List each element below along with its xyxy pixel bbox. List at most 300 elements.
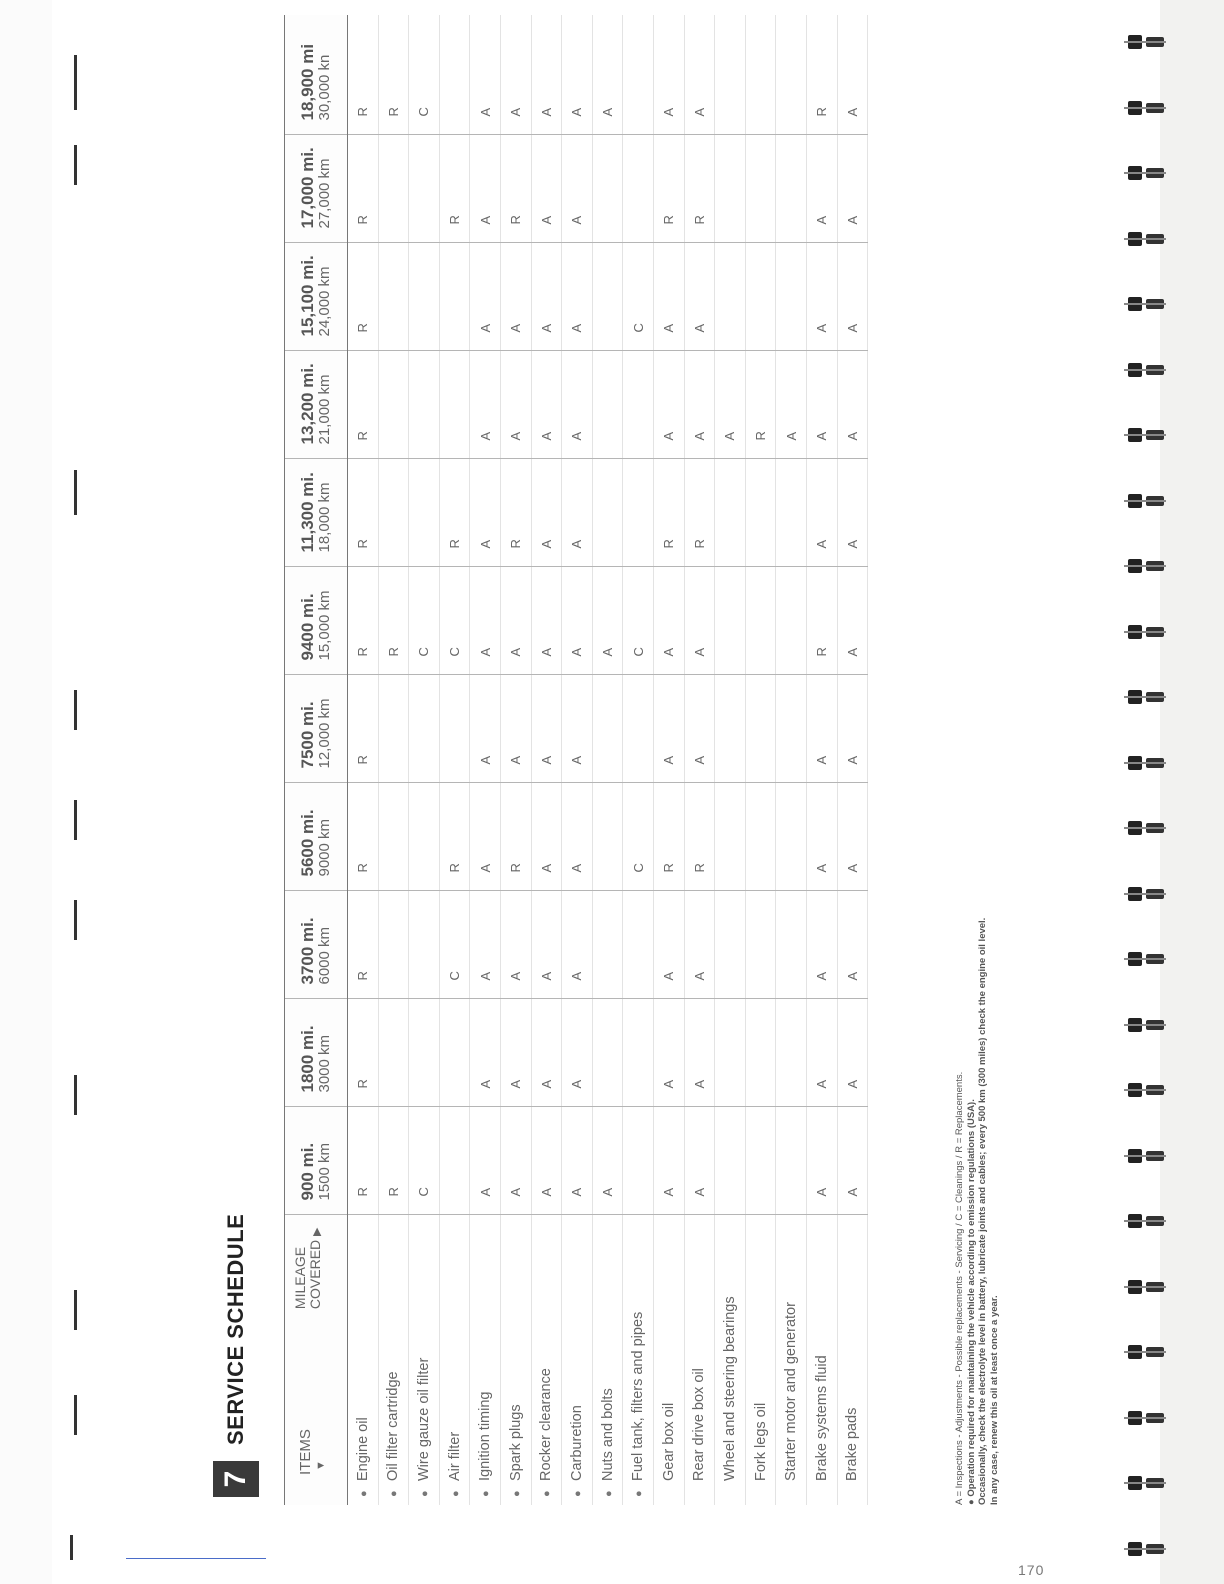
schedule-cell [378,459,409,567]
schedule-cell [409,351,440,459]
scan-mark [74,1395,77,1435]
column-km: 3000 km [316,1034,333,1093]
schedule-cell [745,999,776,1107]
column-km: 15,000 km [316,590,333,661]
schedule-cell [623,351,654,459]
schedule-cell: A [653,15,684,135]
section-title: SERVICE SCHEDULE [223,1213,248,1445]
schedule-cell: C [409,1107,440,1215]
schedule-cell: A [470,351,501,459]
column-km: 12,000 km [316,698,333,769]
schedule-cell: A [684,351,715,459]
column-miles: 15,100 mi. [298,255,317,337]
schedule-cell [776,999,807,1107]
schedule-cell: A [806,891,837,999]
schedule-cell: A [653,567,684,675]
schedule-cell: A [470,999,501,1107]
schedule-cell: C [623,783,654,891]
schedule-cell [378,243,409,351]
schedule-cell: A [806,135,837,243]
service-schedule-table [284,15,868,1505]
schedule-cell [592,459,623,567]
schedule-cell: A [531,891,562,999]
item-cell [592,1215,623,1505]
item-cell [715,1215,746,1505]
mileage-header-line1: MILEAGE [292,1246,308,1310]
table-row [592,15,623,1505]
item-cell [623,1215,654,1505]
schedule-cell: A [531,135,562,243]
bullet-icon: ● [357,1490,370,1497]
scan-mark [74,55,77,110]
schedule-cell: A [562,999,593,1107]
schedule-cell: A [837,891,868,999]
item-label: Gear box oil [660,1402,677,1481]
item-label: Oil filter cartridge [385,1371,402,1481]
table-row [776,15,807,1505]
items-header-cell [285,1215,348,1505]
schedule-cell: A [837,135,868,243]
item-cell [837,1215,868,1505]
schedule-cell: A [653,891,684,999]
schedule-cell: A [562,15,593,135]
schedule-cell [715,15,746,135]
item-label: Rear drive box oil [691,1368,708,1481]
schedule-cell: R [500,783,531,891]
schedule-cell: R [684,135,715,243]
schedule-cell: A [592,1107,623,1215]
column-km: 9000 km [316,818,333,877]
binding-ring [1124,1539,1166,1561]
schedule-cell [715,459,746,567]
mileage-header [293,1228,325,1310]
schedule-cell: A [684,891,715,999]
schedule-cell [592,135,623,243]
table-row [562,15,593,1505]
schedule-cell: C [623,567,654,675]
page-number: 170 [1018,1562,1045,1578]
schedule-cell [745,1107,776,1215]
schedule-cell: A [531,567,562,675]
schedule-cell: A [531,675,562,783]
schedule-cell: A [562,243,593,351]
item-cell [776,1215,807,1505]
item-label: Spark plugs [507,1404,524,1481]
schedule-cell: A [470,243,501,351]
schedule-cell: R [684,783,715,891]
column-miles: 13,200 mi. [298,363,317,445]
schedule-cell: A [837,567,868,675]
item-label: Wheel and steering bearings [721,1296,738,1481]
schedule-cell: A [837,15,868,135]
schedule-cell: A [500,243,531,351]
bullet-icon: ● [602,1490,615,1497]
schedule-cell [439,1107,470,1215]
scan-mark [74,690,77,730]
schedule-cell [409,675,440,783]
schedule-cell [623,1107,654,1215]
scan-mark [74,145,77,185]
bullet-icon: ● [449,1490,462,1497]
column-header [285,675,348,783]
column-header [285,1107,348,1215]
column-km: 1500 km [316,1142,333,1201]
schedule-cell [592,675,623,783]
item-cell [348,1215,379,1505]
schedule-cell: R [348,675,379,783]
bullet-icon: ● [388,1490,401,1497]
schedule-cell: A [684,243,715,351]
column-miles: 9400 mi. [298,593,317,661]
schedule-cell: R [806,15,837,135]
down-arrow-icon: ▼ [315,1460,327,1471]
section-header [212,1214,260,1497]
column-km: 18,000 km [316,482,333,553]
schedule-cell: A [500,1107,531,1215]
schedule-cell: A [470,891,501,999]
schedule-cell: A [531,459,562,567]
schedule-cell [745,243,776,351]
table-row [348,15,379,1505]
schedule-cell [776,135,807,243]
scan-mark [74,1075,77,1115]
schedule-cell [776,783,807,891]
schedule-cell: R [653,783,684,891]
schedule-cell [439,999,470,1107]
schedule-cell [745,675,776,783]
schedule-cell: A [684,15,715,135]
table-row [439,15,470,1505]
item-label: Nuts and bolts [599,1388,616,1481]
item-label: Brake systems fluid [813,1355,830,1481]
footnote-legend: A = Inspections - Adjustments - Possible replacements - Servicing / C = Cleanings / R = Replacements. [954,1071,965,1505]
table-row [653,15,684,1505]
mileage-header-line2: COVERED [307,1239,323,1310]
section-number-badge: 7 [213,1461,259,1497]
schedule-cell: A [806,1107,837,1215]
schedule-cell [378,891,409,999]
schedule-cell: A [470,459,501,567]
item-label: Carburetion [568,1405,585,1481]
schedule-cell [745,135,776,243]
table-row [531,15,562,1505]
schedule-cell: A [653,999,684,1107]
schedule-cell [409,135,440,243]
schedule-cell [776,1107,807,1215]
item-label: Starter motor and generator [783,1302,800,1481]
schedule-cell: A [592,567,623,675]
schedule-cell [378,999,409,1107]
schedule-cell: A [776,351,807,459]
schedule-cell: A [653,675,684,783]
column-miles: 900 mi. [298,1142,317,1201]
footnotes [954,918,1000,1505]
schedule-cell: A [500,999,531,1107]
footnote-electrolyte: Occasionally, check the electrolyte level in battery, lubricate joints and cables; every 500 km (300 miles) check the engine oil level. [977,917,988,1505]
schedule-cell: A [653,351,684,459]
schedule-cell: A [562,567,593,675]
bullet-icon: ● [571,1490,584,1497]
schedule-cell: A [500,891,531,999]
item-label: Fuel tank, filters and pipes [630,1311,647,1481]
schedule-cell: A [562,891,593,999]
scan-mark [74,900,77,940]
bullet-icon: ● [418,1490,431,1497]
schedule-cell: A [684,675,715,783]
column-header [285,459,348,567]
column-km: 27,000 km [316,158,333,229]
schedule-cell: C [439,567,470,675]
schedule-cell: R [439,135,470,243]
schedule-cell [623,135,654,243]
schedule-cell: A [806,999,837,1107]
schedule-cell [715,243,746,351]
schedule-cell: R [745,351,776,459]
schedule-cell: R [348,351,379,459]
schedule-cell: A [837,999,868,1107]
schedule-cell: A [806,351,837,459]
schedule-cell [776,567,807,675]
table-row [470,15,501,1505]
schedule-cell: A [592,15,623,135]
schedule-cell: A [531,15,562,135]
item-cell [378,1215,409,1505]
schedule-cell: A [806,783,837,891]
item-cell [439,1215,470,1505]
bullet-icon: ● [633,1490,646,1497]
column-km: 30,000 kn [316,54,333,121]
schedule-cell: R [348,1107,379,1215]
column-header [285,351,348,459]
schedule-cell [715,567,746,675]
schedule-cell: R [684,459,715,567]
table-row [623,15,654,1505]
schedule-cell: R [439,783,470,891]
schedule-cell: R [378,15,409,135]
schedule-cell [715,891,746,999]
schedule-cell: A [806,675,837,783]
schedule-cell [439,243,470,351]
schedule-cell [378,783,409,891]
item-cell [562,1215,593,1505]
underline-mark [126,1558,266,1559]
scan-mark [74,470,77,515]
column-km: 6000 km [316,926,333,985]
item-cell [745,1215,776,1505]
item-label: Rocker clearance [538,1368,555,1481]
table-body [348,15,868,1505]
schedule-cell [776,891,807,999]
schedule-cell: A [531,999,562,1107]
table-row [745,15,776,1505]
schedule-cell [439,15,470,135]
schedule-cell: R [348,783,379,891]
item-cell [531,1215,562,1505]
right-arrow-icon: ▶ [311,1227,323,1236]
item-label: Engine oil [354,1417,371,1481]
schedule-cell: C [409,15,440,135]
schedule-cell [378,675,409,783]
rotated-content [212,15,1172,1515]
items-header: ITEMS [297,1429,314,1475]
schedule-cell [715,135,746,243]
scan-mark [74,800,77,840]
schedule-cell: A [531,351,562,459]
schedule-cell: A [837,351,868,459]
footnote-emission: ● Operation required for maintaining the vehicle according to emission regulations (USA). [965,1099,977,1505]
schedule-cell: A [562,135,593,243]
schedule-cell: A [653,1107,684,1215]
schedule-cell: R [653,135,684,243]
ring-part [1124,1548,1166,1550]
column-header [285,891,348,999]
schedule-cell: A [470,567,501,675]
table-row [500,15,531,1505]
schedule-cell: A [470,135,501,243]
schedule-cell: A [470,783,501,891]
table-row [378,15,409,1505]
bullet-icon: ● [510,1490,523,1497]
schedule-cell: R [378,567,409,675]
column-header [285,999,348,1107]
table-row [806,15,837,1505]
table-row [409,15,440,1505]
table-header-row [285,15,348,1505]
schedule-cell: A [500,351,531,459]
schedule-cell [592,891,623,999]
schedule-cell [409,243,440,351]
schedule-cell: A [470,1107,501,1215]
schedule-cell: A [562,1107,593,1215]
item-cell [409,1215,440,1505]
schedule-cell: A [470,15,501,135]
schedule-cell: A [500,675,531,783]
schedule-cell [623,675,654,783]
schedule-cell [715,675,746,783]
item-cell [470,1215,501,1505]
schedule-cell: A [837,459,868,567]
column-miles: 7500 mi. [298,701,317,769]
column-miles: 5600 mi. [298,809,317,877]
schedule-cell: R [348,243,379,351]
bullet-icon: ● [480,1490,493,1497]
column-miles: 1800 mi. [298,1025,317,1093]
column-miles: 3700 mi. [298,917,317,985]
schedule-cell: A [715,351,746,459]
column-km: 24,000 km [316,266,333,337]
schedule-cell [776,675,807,783]
schedule-cell: A [684,1107,715,1215]
schedule-cell: A [837,1107,868,1215]
schedule-cell [439,351,470,459]
column-header [285,783,348,891]
schedule-cell: R [378,1107,409,1215]
footnote-renew-oil: In any case, renew this oil at least once a year. [988,1295,1000,1505]
schedule-cell: R [348,15,379,135]
schedule-cell: C [409,567,440,675]
schedule-cell [592,783,623,891]
schedule-cell: A [653,243,684,351]
scan-mark [70,1535,73,1560]
schedule-cell [409,999,440,1107]
schedule-cell: A [806,243,837,351]
schedule-cell: A [837,243,868,351]
schedule-cell: A [531,243,562,351]
column-km: 21,000 km [316,374,333,445]
page-margin [0,0,52,1584]
schedule-cell [592,999,623,1107]
schedule-cell: C [439,891,470,999]
column-header [285,567,348,675]
schedule-cell [623,999,654,1107]
item-cell [684,1215,715,1505]
schedule-cell [592,243,623,351]
schedule-cell: A [531,783,562,891]
schedule-cell: A [562,459,593,567]
schedule-cell: R [500,459,531,567]
column-miles: 18,900 mi [298,43,317,121]
table-row [715,15,746,1505]
schedule-cell [378,135,409,243]
item-cell [653,1215,684,1505]
schedule-cell: R [806,567,837,675]
schedule-cell [776,459,807,567]
item-label: Wire gauze oil filter [415,1357,432,1481]
schedule-cell: A [684,999,715,1107]
schedule-cell [409,891,440,999]
schedule-cell [623,459,654,567]
schedule-cell [745,567,776,675]
column-header [285,243,348,351]
schedule-cell [715,1107,746,1215]
schedule-cell: A [562,675,593,783]
schedule-cell [378,351,409,459]
schedule-cell [409,459,440,567]
schedule-cell [623,891,654,999]
schedule-cell: A [500,15,531,135]
schedule-cell [715,999,746,1107]
item-label: Brake pads [844,1407,861,1481]
schedule-cell: C [623,243,654,351]
schedule-cell [776,15,807,135]
item-label: Fork legs oil [752,1402,769,1481]
column-miles: 17,000 mi. [298,147,317,229]
schedule-cell: R [500,135,531,243]
schedule-cell [745,15,776,135]
schedule-cell: A [806,459,837,567]
schedule-cell: R [348,459,379,567]
schedule-cell: R [348,999,379,1107]
item-cell [806,1215,837,1505]
column-header [285,135,348,243]
schedule-cell [745,459,776,567]
schedule-cell [715,783,746,891]
schedule-cell: R [439,459,470,567]
schedule-cell: A [562,783,593,891]
column-miles: 11,300 mi. [298,472,317,553]
item-label: Ignition timing [477,1391,494,1481]
schedule-cell [776,243,807,351]
scan-mark [74,1290,77,1330]
column-header [285,15,348,135]
schedule-cell: A [500,567,531,675]
schedule-cell: A [470,675,501,783]
schedule-cell: A [837,783,868,891]
schedule-cell [439,675,470,783]
schedule-cell [745,783,776,891]
schedule-cell [745,891,776,999]
item-cell [500,1215,531,1505]
